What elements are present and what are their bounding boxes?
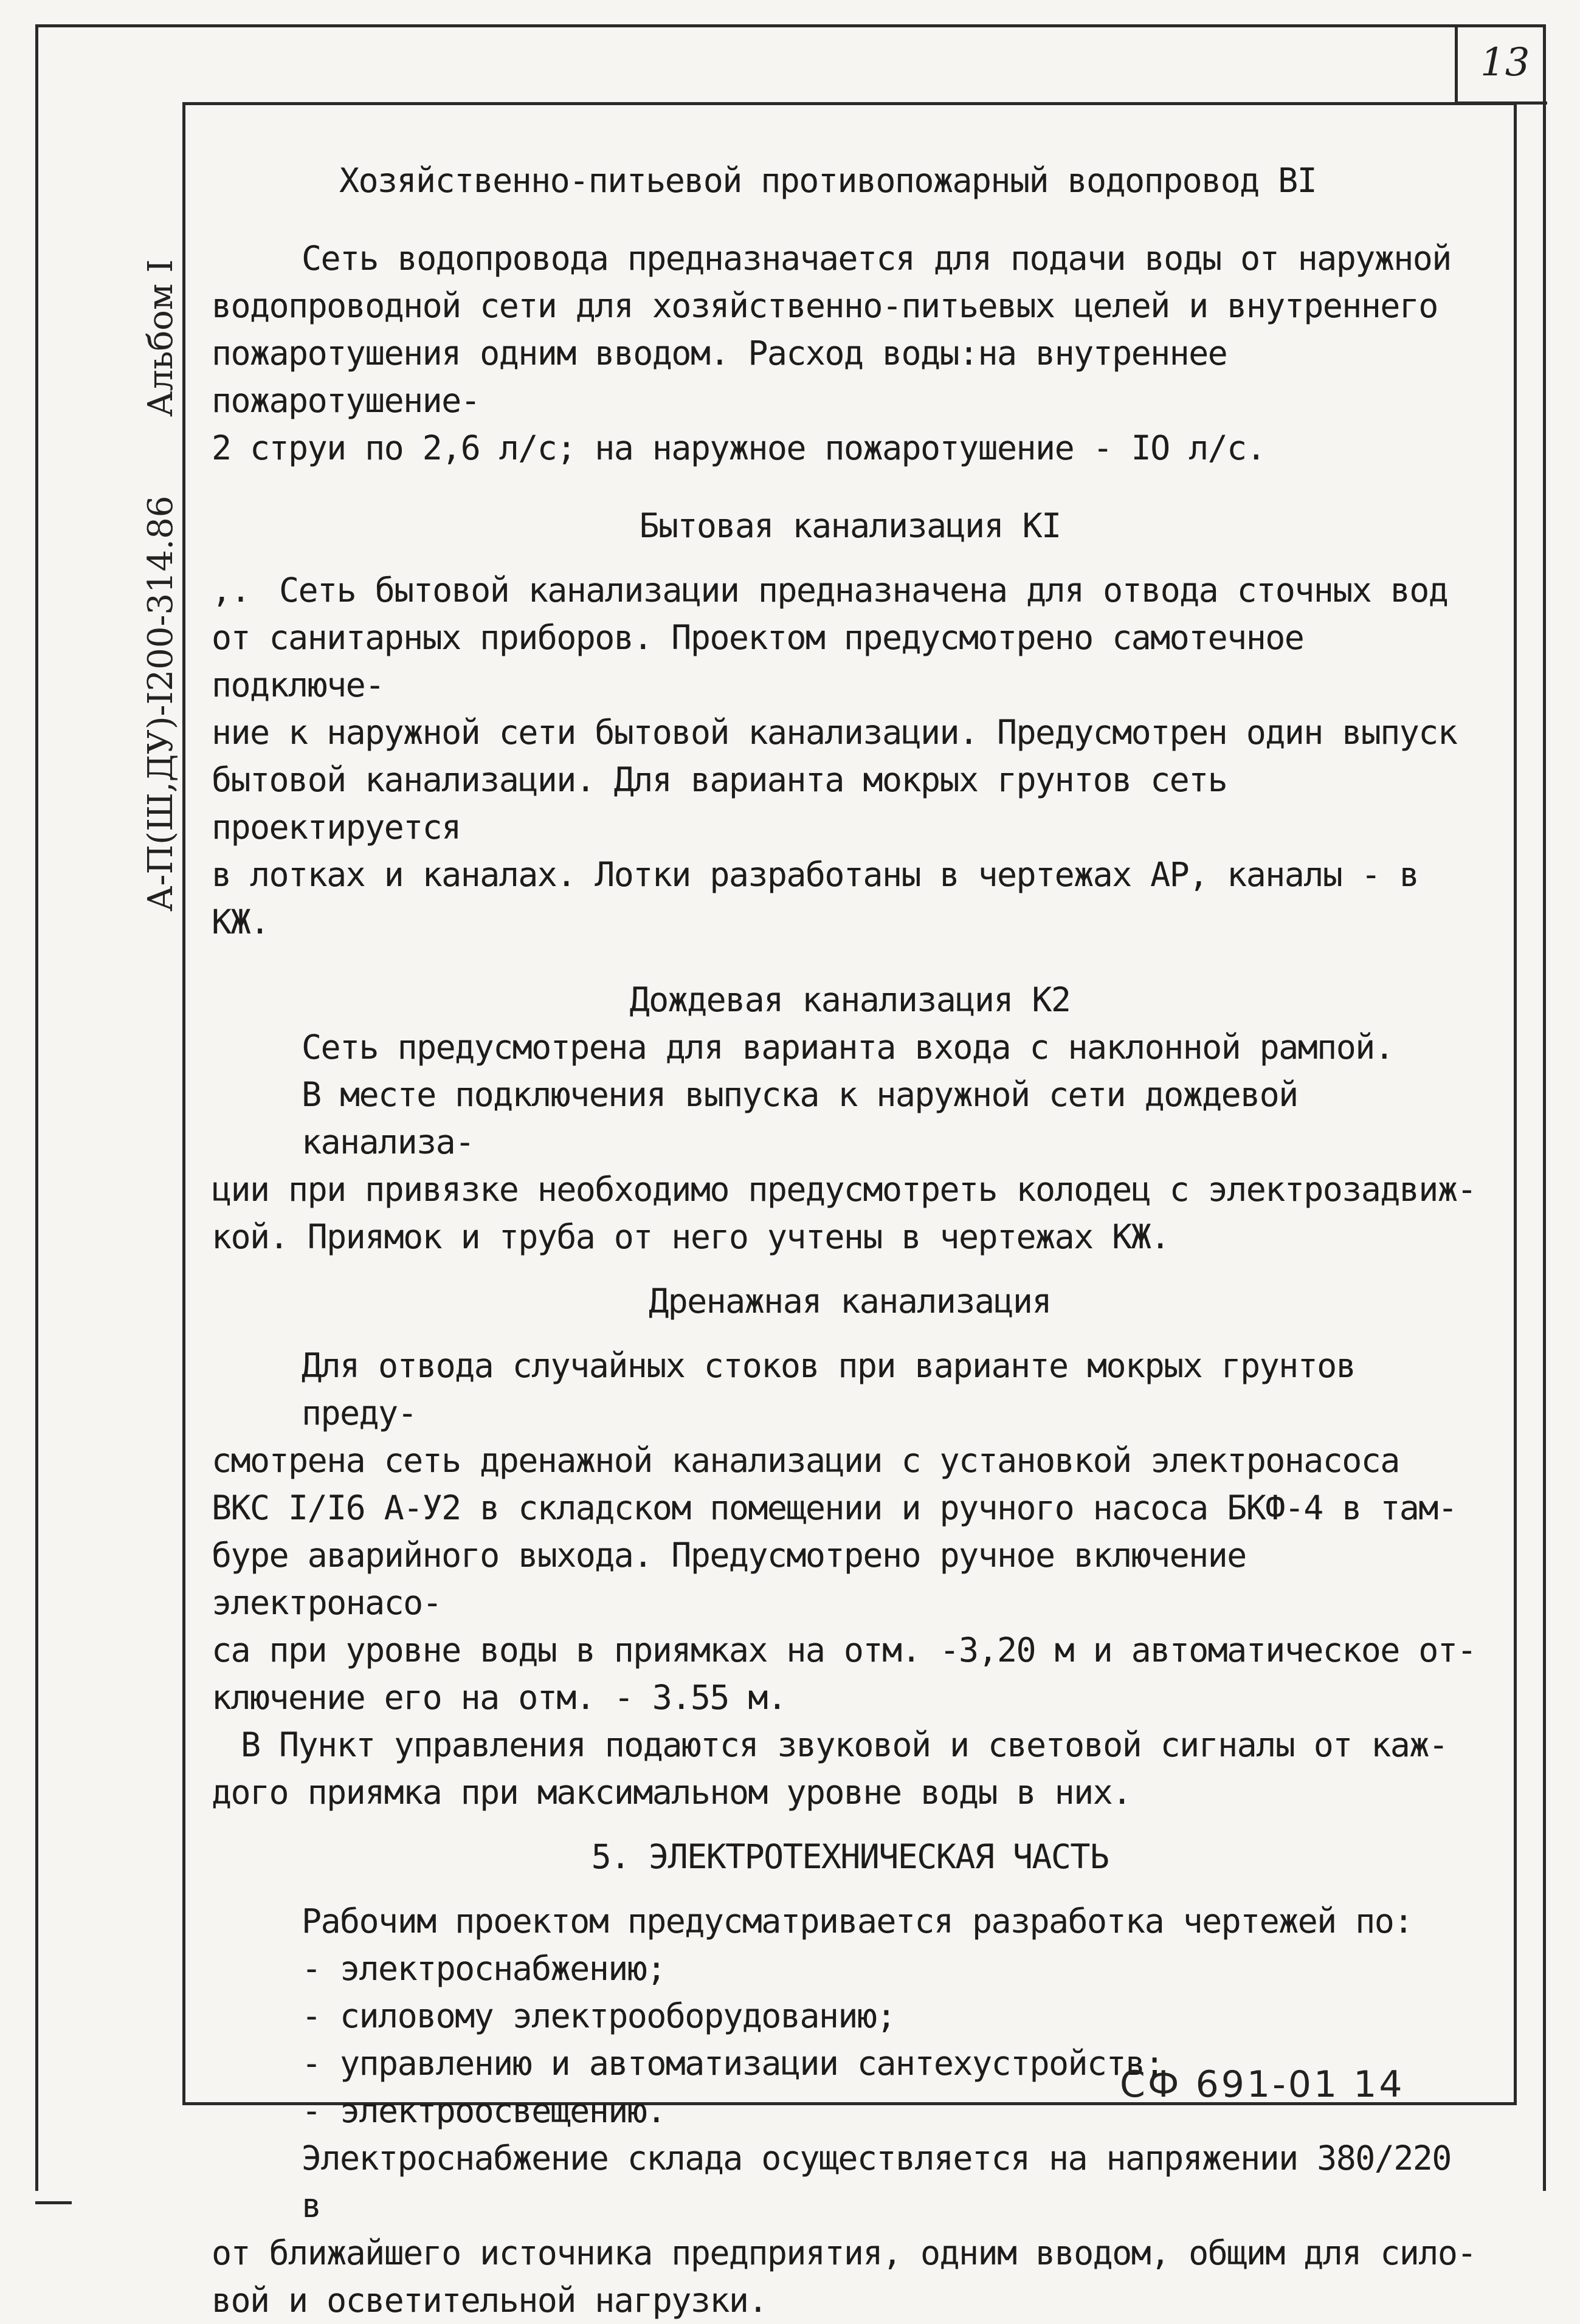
drainage-line-5: са при уровне воды в приямках на отм. -3,20 м и автоматическое от- bbox=[212, 1631, 1476, 1669]
rain-line-1: Сеть предусмотрена для варианта входа с наклонной рампой. bbox=[302, 1028, 1394, 1067]
page-number: 13 bbox=[1480, 40, 1530, 85]
drainage-line-8: дого приямка при максимальном уровне воды в них. bbox=[212, 1773, 1131, 1812]
margin-mark: ,. bbox=[212, 571, 250, 610]
electrical-item-4: - электроосвещению. bbox=[302, 2091, 666, 2130]
drainage-line-3: ВКС I/I6 А-У2 в складском помещении и ручного насоса БКФ-4 в там- bbox=[212, 1488, 1457, 1527]
electrical-intro: Рабочим проектом предусматривается разработка чертежей по: bbox=[302, 1902, 1413, 1941]
rain-line-4: кой. Приямок и труба от него учтены в чертежах КЖ. bbox=[212, 1217, 1170, 1256]
water-line-3: пожаротушения одним вводом. Расход воды:на внутреннее пожаротушение- bbox=[212, 334, 1227, 420]
domestic-line-4: бытовой канализации. Для варианта мокрых грунтов сеть проектируется bbox=[212, 760, 1227, 847]
album-label: Альбом I bbox=[141, 259, 181, 417]
drainage-line-2: смотрена сеть дренажной канализации с установкой электронасоса bbox=[212, 1441, 1399, 1480]
drainage-line-1: Для отвода случайных стоков при варианте мокрых грунтов преду- bbox=[302, 1346, 1356, 1432]
domestic-line-5: в лотках и каналах. Лотки разработаны в чертежах АР, каналы - в КЖ. bbox=[212, 855, 1419, 941]
section-title-domestic: Бытовая канализация KI bbox=[639, 506, 1061, 545]
section-title-water: Хозяйственно-питьевой противопожарный водопровод BI bbox=[339, 161, 1317, 200]
electrical-item-1: - электроснабжению; bbox=[302, 1949, 666, 1988]
document-code: А-П(Ш,ДУ)-I200-314.86 bbox=[141, 495, 181, 912]
drainage-line-7: В Пункт управления подаются звуковой и световой сигналы от каж- bbox=[241, 1725, 1448, 1764]
drainage-line-4: буре аварийного выхода. Предусмотрено ручное включение электронасо- bbox=[212, 1536, 1246, 1622]
rain-line-2: В месте подключения выпуска к наружной сети дождевой канализа- bbox=[302, 1075, 1298, 1161]
section-title-electrical: 5. ЭЛЕКТРОТЕХНИЧЕСКАЯ ЧАСТЬ bbox=[591, 1837, 1109, 1876]
domestic-line-3: ние к наружной сети бытовой канализации. Предусмотрен один выпуск bbox=[212, 713, 1457, 752]
domestic-line-1: Сеть бытовой канализации предназначена для отвода сточных вод bbox=[279, 571, 1448, 610]
electrical-line-2: от ближайшего источника предприятия, одним вводом, общим для сило- bbox=[212, 2233, 1476, 2272]
electrical-item-3: - управлению и автоматизации сантехустройств; bbox=[302, 2044, 1164, 2083]
electrical-item-2: - силовому электрооборудованию; bbox=[302, 1996, 895, 2035]
document-body bbox=[212, 157, 1488, 2324]
corner-dash bbox=[35, 2201, 72, 2204]
electrical-line-3: вой и осветительной нагрузки. bbox=[212, 2281, 767, 2320]
water-line-2: водопроводной сети для хозяйственно-питьевых целей и внутреннего bbox=[212, 286, 1438, 325]
sheet-stamp: СФ 691-01 14 bbox=[1120, 2063, 1405, 2106]
water-line-4: 2 струи по 2,6 л/с; на наружное пожаротушение - IO л/с. bbox=[212, 428, 1266, 467]
drainage-line-6: ключение его на отм. - 3.55 м. bbox=[212, 1678, 787, 1717]
domestic-line-2: от санитарных приборов. Проектом предусмотрено самотечное подключе- bbox=[212, 618, 1304, 704]
section-title-rain: Дождевая канализация К2 bbox=[629, 980, 1071, 1019]
section-title-drainage: Дренажная канализация bbox=[649, 1282, 1051, 1321]
electrical-line-1: Электроснабжение склада осуществляется на напряжении 380/220 в bbox=[302, 2139, 1451, 2225]
water-line-1: Сеть водопровода предназначается для подачи воды от наружной bbox=[302, 239, 1451, 278]
rain-line-3: ции при привязке необходимо предусмотреть колодец с электрозадвиж- bbox=[212, 1170, 1476, 1209]
